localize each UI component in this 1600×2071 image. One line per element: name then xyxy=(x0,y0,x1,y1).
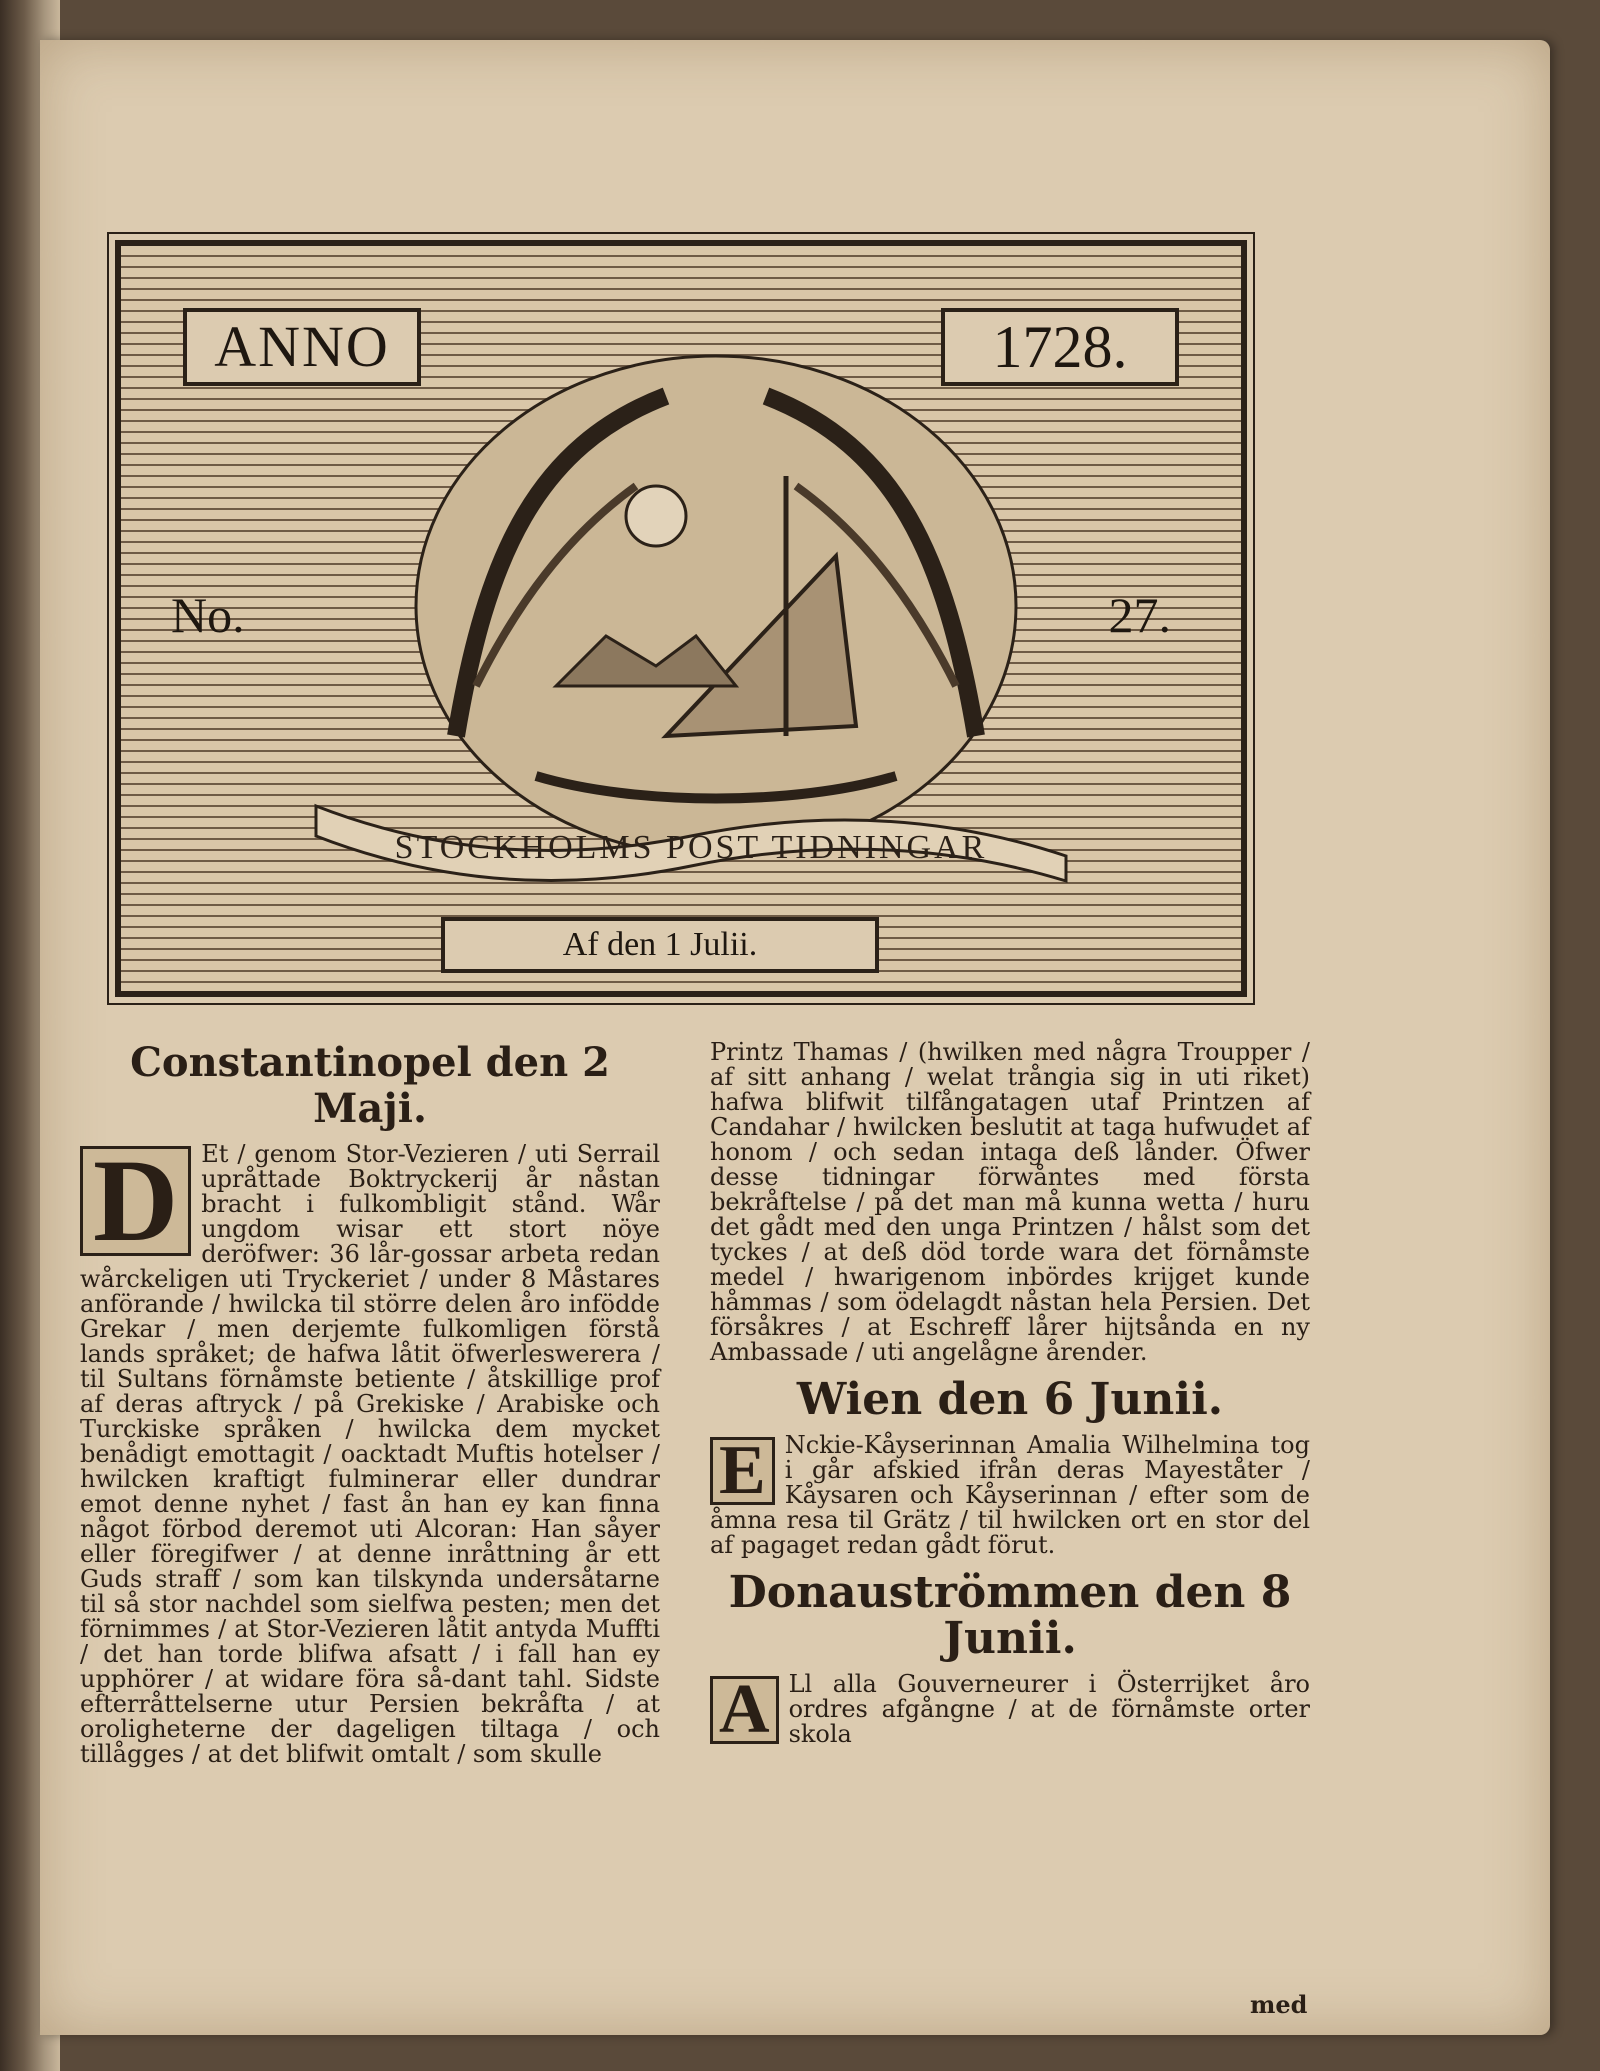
article-body-wien xyxy=(710,1433,1310,1558)
newspaper-page xyxy=(40,40,1550,2035)
decorated-initial: E xyxy=(710,1437,775,1505)
article-heading-donau: Donauströmmen den 8 Junii. xyxy=(728,1567,1292,1664)
article-body-donau xyxy=(710,1672,1310,1747)
article-text: Et / genom Stor-Vezieren / uti Serrail upråttade Boktryckerij år nåstan bracht i fulkombligit stånd. Wår ungdom wisar ett stort nöye deröfwer: 36 lår-gossar arbeta redan wårckeligen uti Tryckeriet / under 8 Måstares anförande / hwilcka til större delen åro infödde Grekar / men derjemte fulkomligen förstå lands språket; de hafwa låtit öfwerleswerera / til Sultans förnåmste betiente / åtskillige prof af deras aftryck / på Grekiske / Arabiske och Turckiske språken / hwilcka dem mycket benådigt emottagit / oacktadt Muftis hotelser / hwilcken kraftigt fulminerar eller dundrar emot denne nyhet / fast ån han ey kan finna något förbod deremot uti Alcoran: Han såyer eller föregifwer / at denne inråttning år ett Guds straff / som kan tilskynda undersåtarne til så stor nachdel som sielfwa pesten; men det förnimmes / at Stor-Vezieren låtit antyda Muffti / det han torde blifwa afsatt / i fall han ey upphörer / at widare föra så-dant tahl. Sidste efterråttelserne utur Persien bekråfta / at oroligheterne der dageligen tiltaga / och tillågges / at det blifwit omtalt / som skulle xyxy=(80,1140,660,1768)
masthead-woodcut xyxy=(115,240,1247,997)
decorated-initial: D xyxy=(80,1146,191,1256)
article-heading-wien: Wien den 6 Junii. xyxy=(796,1374,1224,1425)
masthead-issue-label: No. xyxy=(171,587,245,643)
article-text: Ll alla Gouverneurer i Österrijket åro ordres afgångne / at de förnåmste orter skola xyxy=(788,1670,1310,1748)
article-text: Nckie-Kåyserinnan Amalia Wilhelmina tog i går afskied ifrån deras Mayeståter / Kåysaren och Kåyserinnan / efter som de åmna resa til Grätz / til hwilcken ort en stor del af pagaget redan gådt förut. xyxy=(710,1431,1310,1559)
decorated-initial: A xyxy=(710,1676,779,1744)
masthead-date: Af den 1 Julii. xyxy=(441,917,879,973)
right-column xyxy=(710,1040,1310,1759)
catchword: med xyxy=(1250,1990,1308,2019)
article-heading-constantinopel: Constantinopel den 2 Maji. xyxy=(130,1039,610,1132)
masthead-anno: ANNO xyxy=(183,308,421,386)
article-body-constantinopel xyxy=(80,1135,660,1768)
masthead-issue-number: 27. xyxy=(1108,587,1171,643)
left-column xyxy=(80,1040,660,1779)
masthead-year: 1728. xyxy=(941,308,1179,386)
masthead-banner-text: STOCKHOLMS POST TIDNINGAR xyxy=(394,829,988,866)
article-continuation: Printz Thamas / (hwilken med några Troupper / af sitt anhang / welat trångia sig in uti riket) hafwa blifwit tilfångatagen utaf Printzen af Candahar / hwilcken beslutit at taga hufwudet af honom / och sedan intaga deß lånder. Öfwer desse tidningar förwåntes med första bekråftelse / på det man må kunna wetta / huru det gådt med den unga Printzen / hålst som det tyckes / at deß död torde wara det förnåmste medel / hwarigenom inbördes krijget kunde håmmas / som ödelagdt nåstan hela Persien. Det försåkres / at Eschreff lårer hijtsånda en ny Ambassade / uti angelågne årender. xyxy=(710,1038,1310,1366)
masthead-ribbon-banner xyxy=(296,766,1086,886)
